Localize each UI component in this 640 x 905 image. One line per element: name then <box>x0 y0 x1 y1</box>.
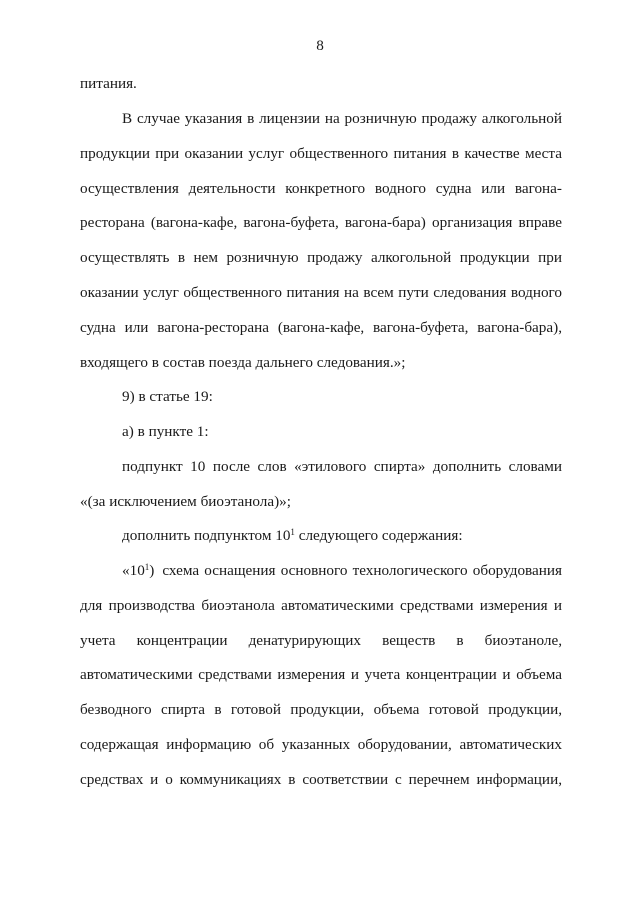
text-line: входящего в состав поезда дальнего следования.»; <box>80 354 406 371</box>
text-line: автоматическими средствами измерения и учета концентрации и объема <box>80 666 562 683</box>
quote-open: «10 <box>122 562 145 579</box>
text-line: содержащая информацию об указанных оборудовании, автоматических <box>80 736 562 753</box>
list-item: а) в пункте 1: <box>122 423 209 440</box>
text-line: оказании услуг общественного питания на всем пути следования водного <box>80 284 562 301</box>
page-number: 8 <box>316 37 324 54</box>
superscript: 1 <box>144 562 150 572</box>
paragraph-first-line <box>122 562 562 580</box>
text-line: для производства биоэтанола автоматическими средствами измерения и <box>80 597 562 614</box>
superscript: 1 <box>290 527 295 537</box>
supplement-text-after: следующего содержания: <box>294 527 463 544</box>
text-line: продукции при оказании услуг общественного питания в качестве места <box>80 145 562 162</box>
text-line: питания. <box>80 75 137 92</box>
paragraph-first-line: подпункт 10 после слов «этилового спирта» дополнить словами <box>122 458 562 475</box>
text-line: безводного спирта в готовой продукции, объема готовой продукции, <box>80 701 562 718</box>
text-line: ресторана (вагона-кафе, вагона-буфета, вагона-бара) организация вправе <box>80 214 562 231</box>
text-line: учета концентрации денатурирующих веществ в биоэтаноле, <box>80 632 562 649</box>
text-line: средствах и о коммуникациях в соответствии с перечнем информации, <box>80 771 562 788</box>
text-line: осуществлять в нем розничную продажу алкогольной продукции при <box>80 249 562 266</box>
text-line: осуществления деятельности конкретного водного судна или вагона- <box>80 180 562 197</box>
quote-number <box>122 562 154 580</box>
paragraph-first-line: В случае указания в лицензии на розничную продажу алкогольной <box>122 110 562 127</box>
text-line: «(за исключением биоэтанола)»; <box>80 493 291 510</box>
text-fragment: схема оснащения основного технологического оборудования <box>162 562 562 579</box>
text-line: судна или вагона-ресторана (вагона-кафе, вагона-буфета, вагона-бара), <box>80 319 562 336</box>
list-item: 9) в статье 19: <box>122 388 213 405</box>
quote-close: ) <box>149 562 155 579</box>
supplement-line <box>122 527 463 545</box>
supplement-text-before: дополнить подпунктом 10 <box>122 527 291 544</box>
